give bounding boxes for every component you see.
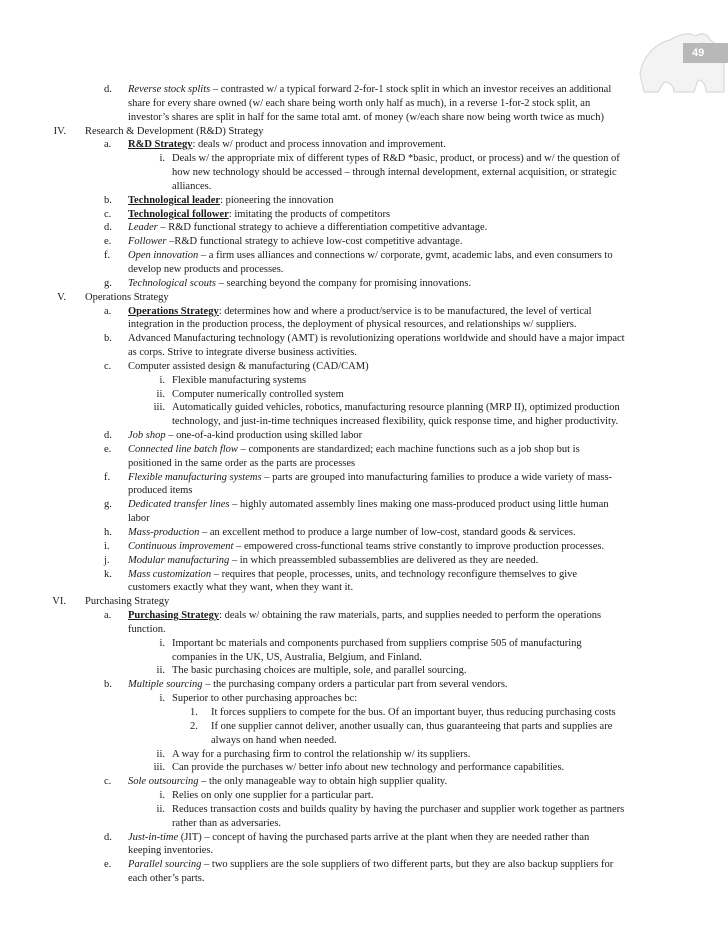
line-text [128,263,283,277]
text-run: It forces suppliers to compete for the bus. Of an important buyer, thus reducing purchasing costs [211,706,616,718]
text-run: A way for a purchasing firm to control the relationship w/ its suppliers. [172,748,471,760]
term-italic: Follower [128,236,167,248]
term-italic: Reverse stock splits [128,84,211,95]
line-text [172,761,564,775]
line-text [85,125,263,139]
outline-line [0,263,728,277]
outline-line [0,221,728,235]
term-italic: Leader [128,222,158,234]
line-text [128,249,613,263]
outline-line [0,152,728,166]
text-run: Important bc materials and components purchased from suppliers comprise 505 of manufacturing [172,637,582,649]
line-text [128,97,590,111]
text-run: positioned in the same order as the parts are processes [128,457,356,469]
text-run: : imitating the products of competitors [228,208,391,220]
text-run: – a firm uses alliances and connections w/ corporate, gvmt, academic labs, and even consumers to [198,250,613,262]
list-marker: a. [104,610,112,622]
text-run: share for every share owned (w/ each share being worth only half as much), in a reverse 1-for-2 stock split, an [128,97,591,109]
line-text [128,568,577,582]
list-marker: c. [104,360,112,372]
line-text [85,595,169,609]
line-text [128,429,362,443]
text-run: – R&D functional strategy to achieve a differentiation competitive advantage. [157,222,488,234]
list-marker: g. [104,499,112,511]
list-marker: a. [104,305,112,317]
line-text [128,484,192,498]
outline-line [0,388,728,402]
outline-line [0,235,728,249]
outline-line [0,761,728,775]
line-text [128,872,204,886]
line-text [211,734,337,748]
text-run: technology, and just-in-time techniques increased flexibility, quick response time, and higher productivity. [172,416,619,428]
text-run: integration in the production process, the deployment of physical resources, and relationships w/ suppliers. [128,319,577,331]
line-text [128,305,592,319]
text-run: : determines how and where a product/service is to be manufactured, the level of vertical [218,305,592,317]
outline-line [0,97,728,111]
text-run: Research & Development (R&D) Strategy [85,125,264,137]
line-text [128,581,353,595]
line-text [128,831,589,845]
line-text [128,554,538,568]
line-text [128,498,609,512]
outline-line [0,595,728,609]
outline-line [0,401,728,415]
outline-line [0,208,728,222]
text-run: – two suppliers are the sole suppliers of two different parts, but they are also backup suppliers for [201,859,614,871]
text-run: Computer numerically controlled system [172,388,344,400]
term-italic: Just-in-time [128,831,179,843]
text-run: Purchasing Strategy [85,596,170,608]
list-marker: d. [104,84,112,95]
term-heading: Technological leader [128,194,221,206]
text-run: Operations Strategy [85,291,169,303]
outline-line [0,346,728,360]
list-marker: g. [104,277,112,289]
text-run: – in which preassembled subassemblies are delivered as they are needed. [229,554,539,566]
outline-line [0,457,728,471]
line-text [172,166,617,180]
text-run: companies in the UK, US, Australia, Belgium, and Finland. [172,651,422,663]
line-text [128,678,508,692]
text-run: – one-of-a-kind production using skilled labor [165,430,363,442]
line-text [128,471,612,485]
list-marker: d. [104,831,112,843]
text-run: Computer assisted design & manufacturing (CAD/CAM) [128,360,369,372]
line-text [128,457,355,471]
outline-line [0,277,728,291]
text-run: – highly automated assembly lines making one mass-produced product using little human [229,499,609,511]
outline-line [0,429,728,443]
term-italic: Continuous improvement [128,540,234,552]
line-text [128,221,487,235]
outline-line [0,609,728,623]
list-marker: h. [104,527,112,538]
outline-line [0,651,728,665]
text-run: – empowered cross-functional teams strive constantly to improve production processes. [233,540,605,552]
outline-line [0,872,728,886]
outline-line [0,318,728,332]
outline-line [0,305,728,319]
text-run: Advanced Manufacturing technology (AMT) is revolutionizing operations worldwide and should have a major impact [128,333,625,345]
term-heading: Operations Strategy [128,305,219,317]
line-text [128,844,213,858]
list-marker: k. [104,568,112,580]
outline-line [0,180,728,194]
list-marker: ii. [156,388,165,400]
term-italic: Multiple sourcing [128,679,203,691]
line-text [85,291,169,305]
term-heading: Purchasing Strategy [128,610,220,622]
text-run: each other’s parts. [128,873,205,885]
text-run: – components are standardized; each machine functions such as a job shop but is [237,443,580,455]
text-run: develop new products and processes. [128,263,284,275]
outline-line [0,789,728,803]
text-run: produced items [128,485,193,497]
outline-line [0,471,728,485]
document-body [0,83,728,886]
text-run: Deals w/ the appropriate mix of different types of R&D *basic, product, or process) and w/ the question of [172,153,620,165]
line-text [128,208,390,222]
text-run: : deals w/ obtaining the raw materials, parts, and supplies needed to perform the operations [219,610,602,622]
outline-line [0,249,728,263]
line-text [172,152,620,166]
list-marker: i. [159,693,165,705]
outline-line [0,581,728,595]
outline-line [0,831,728,845]
line-text [128,360,369,374]
text-run: – an excellent method to produce a large number of low-cost, standard goods & services. [199,527,576,538]
list-marker: IV. [53,125,66,137]
line-text [128,332,625,346]
text-run: keeping inventories. [128,845,214,857]
text-run: Relies on only one supplier for a particular part. [172,790,374,802]
list-marker: b. [104,333,112,345]
outline-line [0,194,728,208]
outline-line [0,332,728,346]
list-marker: f. [104,471,111,483]
term-italic: Connected line batch flow [128,443,238,455]
term-italic: Mass customization [128,568,212,580]
line-text [128,443,580,457]
list-marker: c. [104,208,112,220]
text-run: how new technology should be accessed – through internal development, external acquisition, or strategic [172,167,617,179]
line-text [128,526,576,540]
term-italic: Mass-production [128,527,200,538]
list-marker: VI. [52,596,66,608]
line-text [172,664,466,678]
text-run: alliances. [172,180,212,192]
line-text [128,277,471,291]
list-marker: ii. [156,803,165,815]
outline-line [0,623,728,637]
text-run: : deals w/ product and process innovation and improvement. [192,139,446,151]
outline-line [0,374,728,388]
text-run: – parts are grouped into manufacturing families to produce a wide variety of mass- [261,471,613,483]
text-run: function. [128,623,166,635]
line-text [128,111,604,125]
outline-line [0,498,728,512]
text-run: investor’s shares are split in half for the same total amt. of money (w/each share now being worth twice as much) [128,111,604,123]
list-marker: f. [104,250,111,262]
list-marker: i. [159,790,165,802]
line-text [211,706,616,720]
outline-line [0,720,728,734]
list-marker: b. [104,679,112,691]
outline-line [0,817,728,831]
line-text [172,803,624,817]
line-text [128,138,446,152]
outline-line [0,415,728,429]
outline-line [0,554,728,568]
line-text [128,194,334,208]
term-italic: Dedicated transfer lines [128,499,230,511]
line-text [128,235,462,249]
list-marker: c. [104,776,112,788]
text-run: – searching beyond the company for promising innovations. [215,277,472,289]
text-run: – requires that people, processes, units, and technology reconfigure themselves to give [211,568,578,580]
outline-line [0,844,728,858]
term-italic: Parallel sourcing [128,859,202,871]
text-run: always on hand when needed. [211,734,337,746]
text-run: Flexible manufacturing systems [172,374,307,386]
list-marker: i. [159,153,165,165]
line-text [128,858,613,872]
outline-line [0,803,728,817]
list-marker: i. [159,374,165,386]
list-marker: b. [104,194,112,206]
text-run: as corps. Strive to integrate diverse business activities. [128,347,357,359]
list-marker: e. [104,443,112,455]
list-marker: V. [57,291,66,303]
text-run: – the purchasing company orders a particular part from several vendors. [202,679,508,691]
text-run: The basic purchasing choices are multiple, sole, and parallel sourcing. [172,665,467,677]
line-text [172,637,582,651]
outline-line [0,138,728,152]
text-run: Can provide the purchases w/ better info about new technology and performance capabilities. [172,762,565,774]
list-marker: ii. [156,665,165,677]
list-marker: iii. [153,762,165,774]
outline-line [0,706,728,720]
term-italic: Job shop [128,430,166,442]
line-text [172,374,306,388]
text-run: If one supplier cannot deliver, another usually can, thus guaranteeing that parts and supplies are [211,720,613,732]
list-marker: iii. [153,402,165,414]
text-run: customers exactly what they want, when they want it. [128,582,354,594]
line-text [172,817,281,831]
line-text [128,318,576,332]
outline-line [0,775,728,789]
outline-line [0,83,728,97]
text-run: – contrasted w/ a typical forward 2-for-1 stock split in which an investor receives an additional [210,84,612,95]
text-run: Superior to other purchasing approaches bc: [172,693,358,705]
page-number: 49 [683,43,728,63]
term-italic: Flexible manufacturing systems [128,471,262,483]
text-run: Automatically guided vehicles, robotics, manufacturing resource planning (MRP II), optimized production [172,402,620,414]
list-marker: d. [104,430,112,442]
outline-line [0,540,728,554]
term-italic: Open innovation [128,250,199,262]
outline-line [0,858,728,872]
outline-line [0,526,728,540]
outline-line [0,692,728,706]
text-run: : pioneering the innovation [220,194,334,206]
text-run: labor [128,513,150,525]
outline-line [0,125,728,139]
list-marker: e. [104,859,112,871]
line-text [172,401,620,415]
line-text [172,180,211,194]
text-run: Reduces transaction costs and builds quality by having the purchaser and supplier work together as partners [172,803,625,815]
line-text [128,83,611,97]
outline-line [0,111,728,125]
text-run: –R&D functional strategy to achieve low-cost competitive advantage. [166,236,463,248]
term-italic: Technological scouts [128,277,216,289]
outline-line [0,678,728,692]
outline-line [0,664,728,678]
outline-line [0,568,728,582]
outline-line [0,291,728,305]
line-text [172,748,470,762]
outline-line [0,512,728,526]
line-text [211,720,612,734]
line-text [172,651,422,665]
list-marker: 2. [190,720,198,732]
outline-line [0,637,728,651]
outline-line [0,484,728,498]
line-text [128,346,357,360]
line-text [128,540,604,554]
line-text [172,789,373,803]
list-marker: i. [159,637,165,649]
list-marker: j. [104,554,110,566]
term-italic: Modular manufacturing [128,554,230,566]
line-text [172,415,618,429]
outline-line [0,443,728,457]
line-text [172,692,357,706]
outline-line [0,734,728,748]
outline-line [0,166,728,180]
text-run: – the only manageable way to obtain high supplier quality. [198,776,448,788]
line-text [128,623,166,637]
term-heading: Technological follower [128,208,229,220]
term-italic: Sole outsourcing [128,776,199,788]
term-heading: R&D Strategy [128,139,193,151]
text-run: rather than as adversaries. [172,817,282,829]
text-run: (JIT) – concept of having the purchased parts arrive at the plant when they are needed rather than [178,831,590,843]
outline-line [0,748,728,762]
list-marker: 1. [190,706,198,718]
line-text [128,512,150,526]
list-marker: e. [104,236,112,248]
list-marker: d. [104,222,112,234]
list-marker: i. [104,540,110,552]
list-marker: a. [104,139,112,151]
line-text [172,388,344,402]
line-text [128,775,447,789]
outline-line [0,360,728,374]
line-text [128,609,601,623]
list-marker: ii. [156,748,165,760]
